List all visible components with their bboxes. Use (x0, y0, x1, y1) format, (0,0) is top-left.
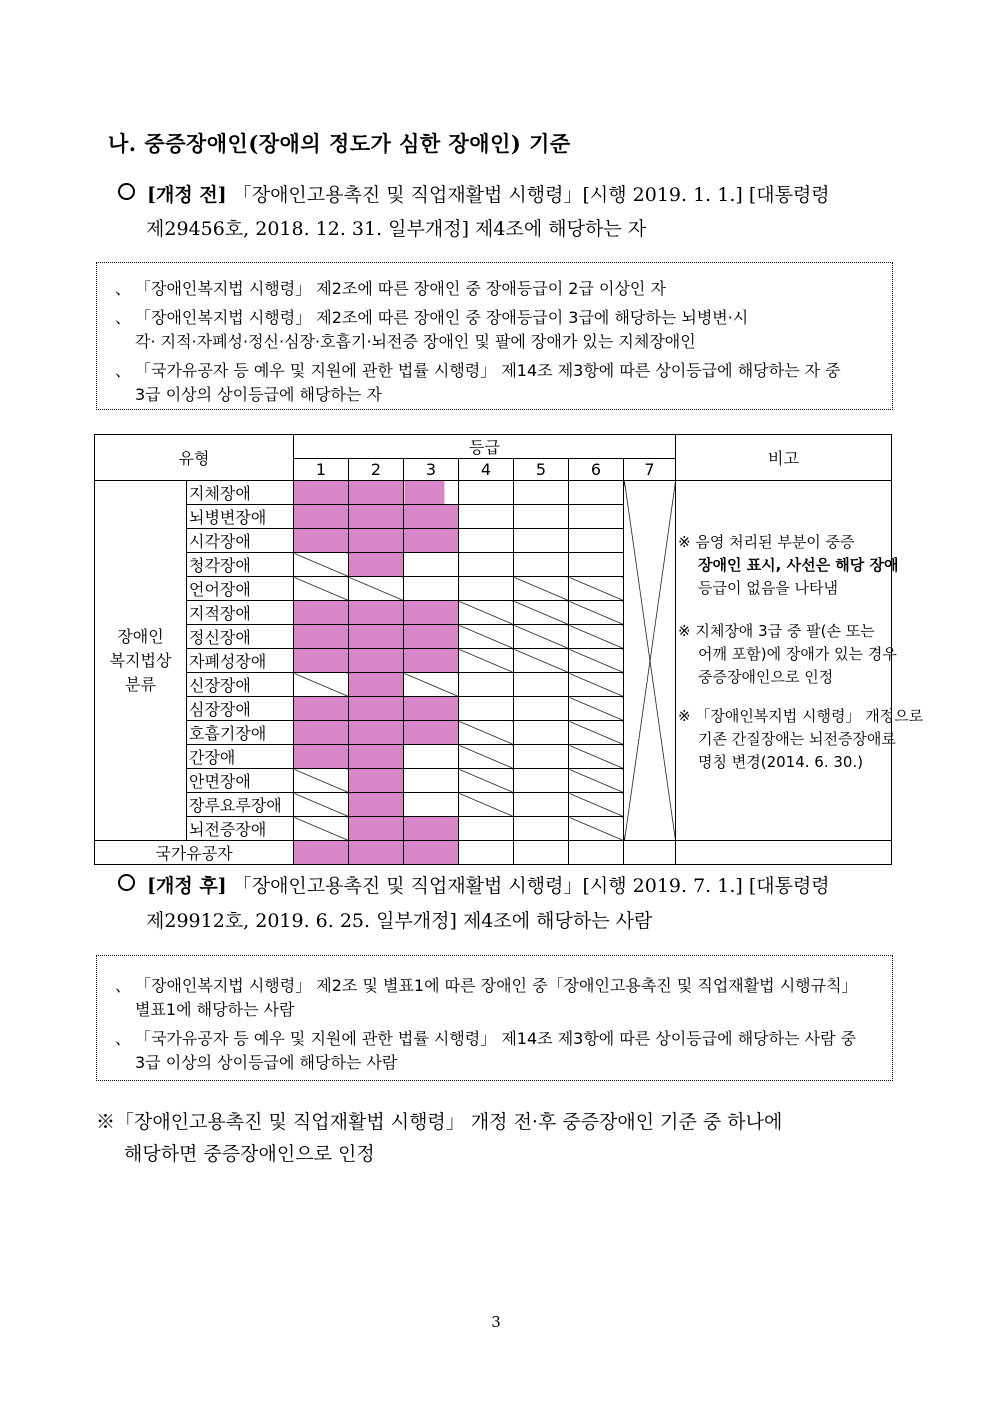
grade-cell (514, 553, 569, 577)
grade-cell (349, 553, 404, 577)
remark-note-line: 명칭 변경(2014. 6. 30.) (698, 753, 864, 771)
disability-type-label: 간장애 (187, 745, 294, 769)
after-item-1-cont: 별표1에 해당하는 사람 (135, 1000, 295, 1019)
before-heading-line2: 제29456호, 2018. 12. 31. 일부개정] 제4조에 해당하는 자 (146, 218, 647, 240)
disability-type-label: 청각장애 (187, 553, 294, 577)
group-label (95, 481, 187, 841)
after-item-2-cont: 3급 이상의 상이등급에 해당하는 사람 (135, 1053, 398, 1072)
grade-cell (569, 697, 624, 721)
grade-table (94, 434, 924, 865)
grade-cell (349, 529, 404, 553)
grade-number-7: 7 (624, 459, 676, 481)
before-item-2-cont: 각· 지적·자폐성·정신·심장·호흡기·뇌전증 장애인 및 팔에 장애가 있는 지체장애인 (135, 332, 696, 351)
grade-cell (404, 553, 459, 577)
grade-cell (294, 625, 349, 649)
grade-cell (514, 577, 569, 601)
grade-cell (349, 745, 404, 769)
grade-cell (569, 793, 624, 817)
grade-cell (294, 817, 349, 841)
grade-cell (404, 841, 459, 865)
grade-cell (404, 625, 459, 649)
grade-cell (294, 649, 349, 673)
grade-cell (459, 793, 514, 817)
grade-cell (459, 697, 514, 721)
veteran-remark-cell (676, 841, 892, 865)
grade-cell (294, 745, 349, 769)
grade-cell (404, 721, 459, 745)
disability-type-label: 장루요루장애 (187, 793, 294, 817)
grade-number-6: 6 (569, 459, 624, 481)
grade-cell (349, 841, 404, 865)
grade-cell (349, 769, 404, 793)
grade-cell (459, 841, 514, 865)
grade-cell (514, 697, 569, 721)
disability-type-label: 뇌전증장애 (187, 817, 294, 841)
remark-note-line: 등급이 없음을 나타냄 (698, 579, 838, 597)
grade-cell (459, 745, 514, 769)
grade-cell (569, 625, 624, 649)
grade-cell (404, 505, 459, 529)
item-mark-icon: 、 (115, 976, 132, 995)
grade-cell (514, 625, 569, 649)
remark-note-line: ※ 「장애인복지법 시행령」 개정으로 (678, 707, 924, 725)
grade-cell (569, 649, 624, 673)
disability-type-label: 언어장애 (187, 577, 294, 601)
grade-cell (459, 601, 514, 625)
type-header: 유형 (95, 435, 294, 481)
remark-note-line: 기존 간질장애는 뇌전증장애로 (698, 730, 896, 748)
grade-cell (404, 673, 459, 697)
grade-cell (294, 697, 349, 721)
grade-cell (294, 601, 349, 625)
grade-cell (569, 769, 624, 793)
grade-cell (569, 721, 624, 745)
before-criteria-box (96, 262, 893, 410)
item-mark-icon: 、 (115, 279, 132, 298)
disability-type-label: 정신장애 (187, 625, 294, 649)
grade-cell (294, 721, 349, 745)
remark-note-line: 어깨 포함)에 장애가 있는 경우 (698, 645, 897, 663)
grade-cell (459, 505, 514, 529)
grade-cell (459, 769, 514, 793)
item-mark-icon: 、 (115, 308, 132, 327)
disability-type-label: 지적장애 (187, 601, 294, 625)
grade-cell (459, 577, 514, 601)
veteran-row (95, 841, 892, 865)
grade-cell (459, 817, 514, 841)
grade-cell (404, 601, 459, 625)
disability-type-label: 지체장애 (187, 481, 294, 505)
grade-cell (514, 481, 569, 505)
remark-header: 비고 (676, 435, 892, 481)
grade-cell (514, 673, 569, 697)
grade-cell (459, 529, 514, 553)
disability-type-label: 뇌병변장애 (187, 505, 294, 529)
grade-cell (404, 481, 459, 505)
grade-cell (349, 721, 404, 745)
grade-cell (459, 481, 514, 505)
before-item-3-cont: 3급 이상의 상이등급에 해당하는 자 (135, 385, 382, 404)
grade-cell (569, 841, 624, 865)
grade-cell (569, 745, 624, 769)
grade-cell (294, 673, 349, 697)
before-label: [개정 전] (147, 184, 227, 206)
page-number: 3 (491, 1313, 501, 1331)
grade-cell (569, 505, 624, 529)
disability-type-label: 신장장애 (187, 673, 294, 697)
after-label: [개정 후] (147, 875, 227, 897)
grade-cell (294, 505, 349, 529)
grade-cell (294, 553, 349, 577)
grade-number-4: 4 (459, 459, 514, 481)
grade-cell (404, 769, 459, 793)
grade-cell (404, 649, 459, 673)
grade-cell (569, 673, 624, 697)
grade-cell (349, 577, 404, 601)
grade-cell (349, 481, 404, 505)
item-mark-icon: 、 (115, 361, 132, 380)
grade-cell (404, 577, 459, 601)
grade-cell (459, 673, 514, 697)
footer-note-line1: ※「장애인고용촉진 및 직업재활법 시행령」 개정 전·후 중증장애인 기준 중 하나에 (96, 1111, 783, 1133)
grade-cell (349, 649, 404, 673)
grade-cell (514, 601, 569, 625)
circle-bullet-icon (118, 183, 135, 200)
footer-note-line2: 해당하면 중증장애인으로 인정 (124, 1143, 375, 1165)
grade-cell (569, 553, 624, 577)
grade-cell (404, 697, 459, 721)
grade-cell (459, 553, 514, 577)
circle-bullet-icon (118, 874, 135, 891)
grade-cell (514, 649, 569, 673)
grade-cell (514, 841, 569, 865)
remark-note-line: ※ 음영 처리된 부분이 중증 (678, 533, 855, 551)
section-title: 나. 중증장애인(장애의 정도가 심한 장애인) 기준 (108, 131, 571, 156)
grade-cell (459, 721, 514, 745)
grade-cell (294, 577, 349, 601)
grade-cell (569, 601, 624, 625)
group-label-line: 장애인 (117, 626, 164, 646)
group-label-line: 분류 (125, 674, 156, 694)
grade-number-5: 5 (514, 459, 569, 481)
remark-note-line: 중증장애인으로 인정 (698, 668, 834, 686)
before-item-1: 、 「장애인복지법 시행령」 제2조에 따른 장애인 중 장애등급이 2급 이상인 자 (115, 276, 666, 299)
after-item-2: 、 「국가유공자 등 예우 및 지원에 관한 법률 시행령」 제14조 제3항에 따른 상이등급에 해당하는 사람 중 (115, 1026, 856, 1049)
grade-cell (294, 769, 349, 793)
disability-type-label: 안면장애 (187, 769, 294, 793)
grade-cell (404, 745, 459, 769)
grade-cell (349, 673, 404, 697)
grade-cell (404, 529, 459, 553)
grade-cell (514, 817, 569, 841)
grade-cell (349, 817, 404, 841)
grade-cell (294, 529, 349, 553)
grade-cell (514, 745, 569, 769)
grade-cell (569, 481, 624, 505)
grade-cell (514, 721, 569, 745)
grade-cell (514, 505, 569, 529)
veteran-label: 국가유공자 (95, 841, 294, 865)
grade-cell (349, 625, 404, 649)
grade-cell (514, 529, 569, 553)
grade-cell (294, 841, 349, 865)
grade-cell (569, 577, 624, 601)
grade-cell (569, 529, 624, 553)
grade-cell (569, 817, 624, 841)
after-criteria-box (96, 955, 893, 1081)
before-heading-text: 「장애인고용촉진 및 직업재활법 시행령」[시행 2019. 1. 1.] [대통령령 (226, 184, 830, 206)
grade-cell (404, 817, 459, 841)
after-item-1: 、 「장애인복지법 시행령」 제2조 및 별표1에 따른 장애인 중「장애인고용촉진 및 직업재활법 시행규칙」 (115, 973, 858, 996)
after-heading-line1 (118, 871, 830, 898)
disability-type-label: 심장장애 (187, 697, 294, 721)
after-heading-text: 「장애인고용촉진 및 직업재활법 시행령」[시행 2019. 7. 1.] [대통령령 (226, 875, 830, 897)
grade-cell (404, 793, 459, 817)
after-heading-line2: 제29912호, 2019. 6. 25. 일부개정] 제4조에 해당하는 사람 (146, 910, 653, 932)
grade-cell (624, 841, 676, 865)
grade-7-crossed-cell (624, 481, 676, 841)
grade-cell (349, 793, 404, 817)
disability-type-label: 자폐성장애 (187, 649, 294, 673)
grade-number-1: 1 (294, 459, 349, 481)
before-item-2: 、 「장애인복지법 시행령」 제2조에 따른 장애인 중 장애등급이 3급에 해당하는 뇌병변·시 (115, 305, 748, 328)
grade-cell (514, 769, 569, 793)
disability-type-label: 호흡기장애 (187, 721, 294, 745)
grade-cell (294, 481, 349, 505)
grade-header: 등급 (294, 435, 676, 459)
grade-cell (514, 793, 569, 817)
grade-cell (294, 793, 349, 817)
remark-note-line: ※ 지체장애 3급 중 팔(손 또는 (678, 622, 875, 640)
remark-note-line: 장애인 표시, 사선은 해당 장애 (698, 556, 899, 574)
before-heading-line1 (118, 180, 830, 207)
item-mark-icon: 、 (115, 1029, 132, 1048)
grade-cell (459, 649, 514, 673)
grade-number-3: 3 (404, 459, 459, 481)
remark-notes (676, 481, 924, 841)
grade-number-2: 2 (349, 459, 404, 481)
grade-cell (459, 625, 514, 649)
grade-cell (349, 505, 404, 529)
before-item-3: 、 「국가유공자 등 예우 및 지원에 관한 법률 시행령」 제14조 제3항에 따른 상이등급에 해당하는 자 중 (115, 358, 841, 381)
grade-cell (349, 601, 404, 625)
grade-cell (349, 697, 404, 721)
disability-type-label: 시각장애 (187, 529, 294, 553)
group-label-line: 복지법상 (109, 650, 172, 670)
table-row (95, 481, 892, 505)
